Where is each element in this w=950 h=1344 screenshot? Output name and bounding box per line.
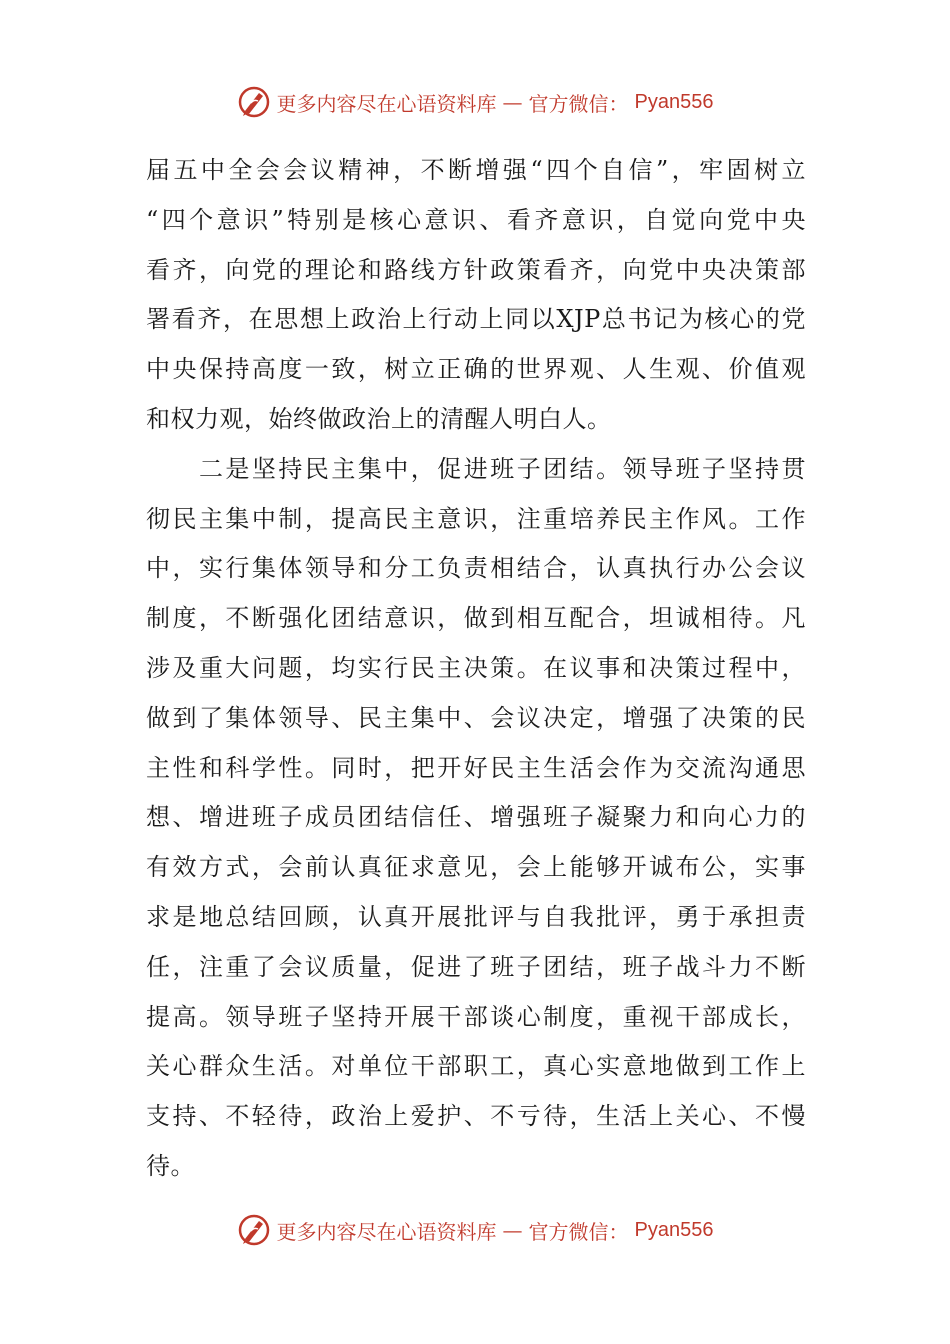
text-line: 中央保持高度一致，树立正确的世界观、人生观、价值观 xyxy=(146,355,806,384)
text-line: 求是地总结回顾，认真开展批评与自我批评，勇于承担责 xyxy=(146,902,806,931)
text-line: 做到了集体领导、民主集中、会议决定，增强了决策的民 xyxy=(146,703,806,732)
banner-wechat-id: Pyan556 xyxy=(634,1218,714,1241)
text-line: 署看齐，在思想上政治上行动上同以XJP总书记为核心的党 xyxy=(146,305,806,334)
banner-wechat-label: 官方微信： xyxy=(528,1219,629,1244)
text-line: 和权力观，始终做政治上的清醒人明白人。 xyxy=(146,404,612,433)
text-line: 涉及重大问题，均实行民主决策。在议事和决策过程中， xyxy=(146,653,806,682)
banner-wechat-label: 官方微信： xyxy=(528,91,629,116)
pen-circle-icon xyxy=(237,85,271,119)
text-line: “四个意识”特别是核心意识、看齐意识，自觉向党中央 xyxy=(146,205,806,234)
text-line: 有效方式，会前认真征求意见，会上能够开诚布公，实事 xyxy=(146,853,806,882)
text-line: 待。 xyxy=(146,1151,195,1180)
text-line: 想、增进班子成员团结信任、增强班子凝聚力和向心力的 xyxy=(146,803,806,832)
text-line: 彻民主集中制，提高民主意识，注重培养民主作风。工作 xyxy=(146,504,806,533)
text-line: 制度，不断强化团结意识，做到相互配合，坦诚相待。凡 xyxy=(146,604,806,633)
text-line: 届五中全会会议精神，不断增强“四个自信”，牢固树立 xyxy=(146,156,806,184)
header-banner-content xyxy=(237,85,714,119)
text-line: 关心群众生活。对单位干部职工，真心实意地做到工作上 xyxy=(146,1052,806,1081)
text-line: 支持、不轻待，政治上爱护、不亏待，生活上关心、不慢 xyxy=(146,1102,806,1131)
footer-banner xyxy=(0,1210,950,1250)
text-line: 提高。领导班子坚持开展干部谈心制度，重视干部成长， xyxy=(146,1002,806,1031)
banner-dash: — xyxy=(502,90,523,114)
text-line: 二是坚持民主集中，促进班子团结。领导班子坚持贯 xyxy=(146,454,806,483)
text-line: 中，实行集体领导和分工负责相结合，认真执行办公会议 xyxy=(146,554,806,583)
text-line: 看齐，向党的理论和路线方针政策看齐，向党中央决策部 xyxy=(146,255,806,284)
footer-banner-content xyxy=(237,1213,714,1247)
banner-wechat-id: Pyan556 xyxy=(634,90,714,113)
banner-dash: — xyxy=(502,1218,523,1242)
banner-main-text: 更多内容尽在心语资料库 xyxy=(276,91,497,116)
text-line: 任，注重了会议质量，促进了班子团结，班子战斗力不断 xyxy=(146,952,806,981)
text-line: 主性和科学性。同时，把开好民主生活会作为交流沟通思 xyxy=(146,753,806,782)
document-body xyxy=(146,146,806,1192)
header-banner xyxy=(0,82,950,122)
banner-main-text: 更多内容尽在心语资料库 xyxy=(276,1219,497,1244)
pen-circle-icon xyxy=(237,1213,271,1247)
